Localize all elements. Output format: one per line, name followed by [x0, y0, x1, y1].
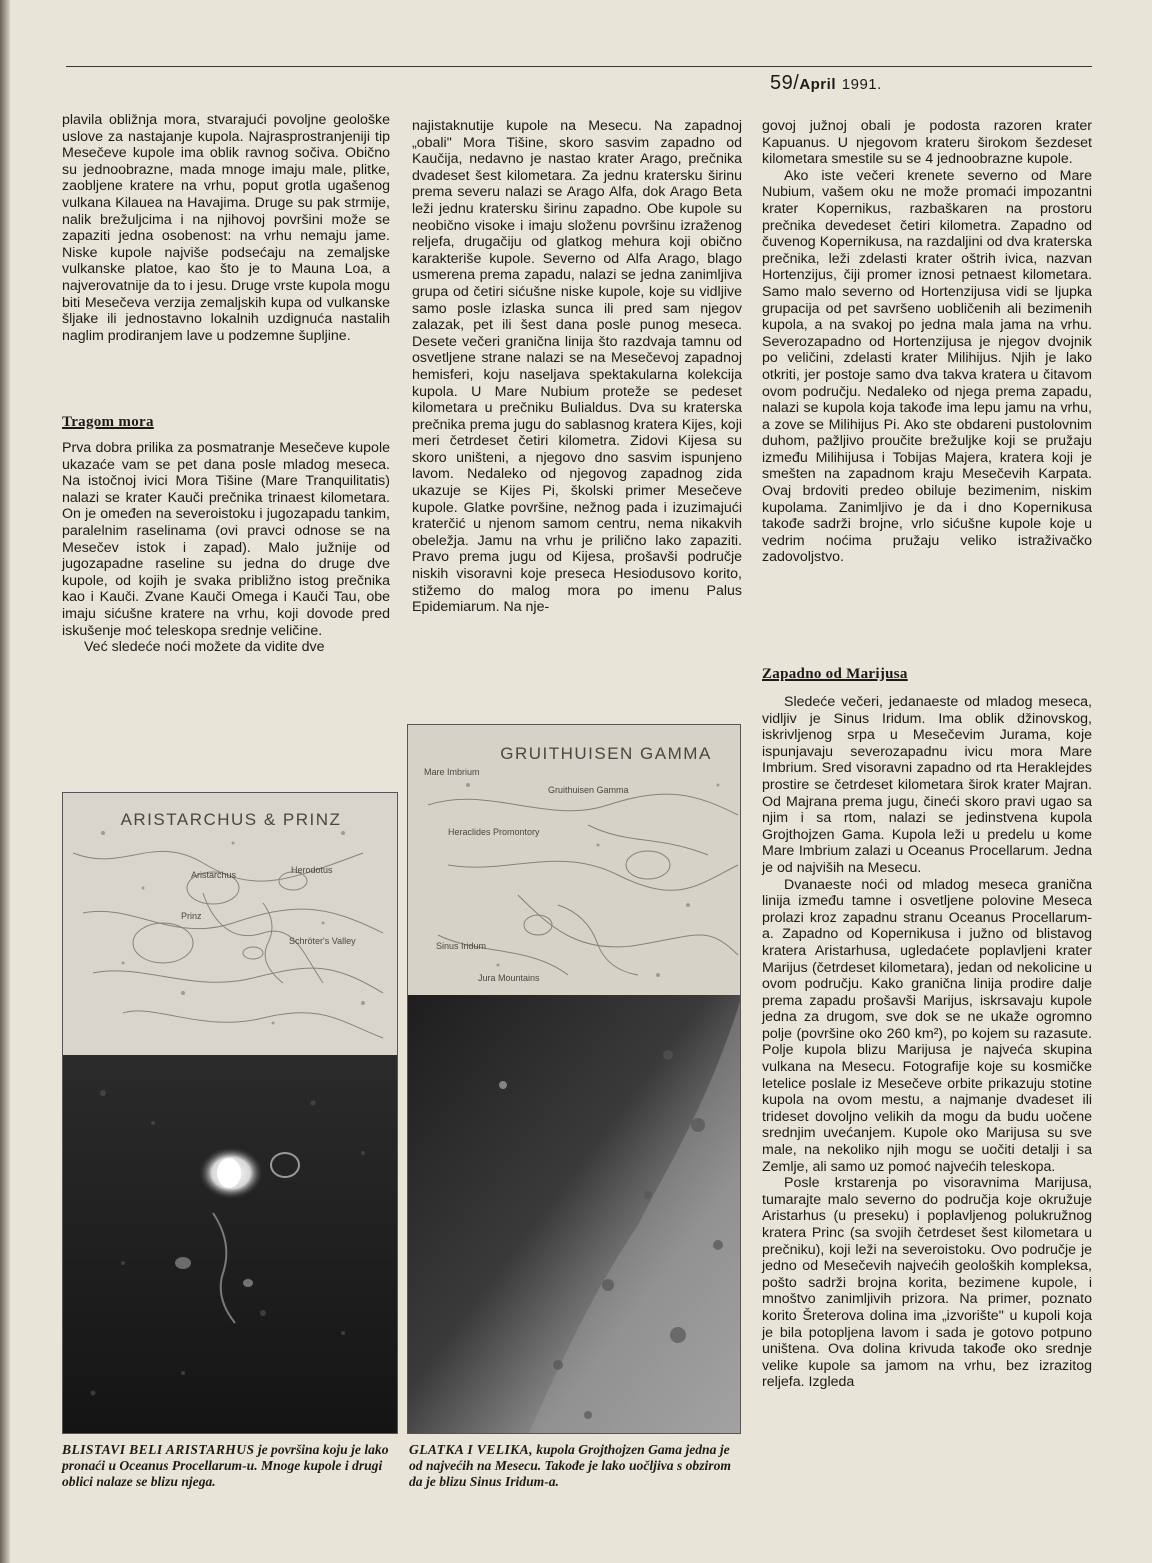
label-sinus-iridum: Sinus Iridum — [436, 941, 487, 951]
column-1-paragraph-2: Prva dobra prilika za posmatranje Mesečeve kupole ukazaće vam se pet dana posle mladog meseca. Na istočnoj ivici Mora Tišine (Mare Tranquilitatis) nalazi se krater Kauči prečnika trinaest kilometara. On je omeđen na severoistoku i jugozapadu tankim, paralelnim raselinama (ovi pravci odnose se na Mesečev istok i zapad). Malo južnije od jugozapadne raseline su jedna do druge dve kupole, od kojih je svaka približno istog prečnika kao i Kauči. Zvane Kauči Omega i Kauči Tau, obe imaju sićušne kratere na vrhu, koji dovode pred iskušenje moć teleskopa srednje veličine. — [62, 440, 390, 639]
page-number: 59/ — [770, 72, 800, 94]
photo-aristarchus-image — [63, 793, 398, 1434]
photo-gruithuisen-gamma — [407, 724, 741, 1434]
page-binding-edge — [0, 0, 10, 1563]
column-2 — [412, 118, 742, 616]
issue-month: April — [799, 76, 836, 93]
label-mare-imbrium: Mare Imbrium — [424, 767, 480, 777]
column-1-paragraph-3: Već sledeće noći možete da vidite dve — [84, 639, 325, 656]
caption-1-lead: BLISTAVI BELI ARISTARHUS — [62, 1442, 255, 1457]
issue-year: 1991. — [841, 76, 882, 93]
caption-2-body: kupola Grojthojzen Gama jedna je od najvećih na Mesecu. Takođe je lako uočljiva s obzirom da je blizu Sinus Iridum-a. — [409, 1442, 731, 1489]
photo-aristarchus-prinz — [62, 792, 398, 1434]
map-panel — [408, 725, 741, 995]
column-1-paragraph-1: plavila obližnja mora, stvarajući povoljne geološke uslove za nastajanje kupola. Najrasprostranjeniji tip Mesečeve kupole ima oblik ravnog sočiva. Obično su jednoobrazne, mada mnoge imaju male, plitke, zaobljene kratere na vrhu, poput grotla ugašenog vulkana Kilauea na Havajima. Druge su pak strmije, nalik brežuljcima i na njihovoj površini može se zapaziti jedna osobenost: na vrhu nemaju jame. Niske kupole najviše podsećaju na zemaljske vulkanske platoe, kao što je to Mauna Loa, a najverovatnije da to i jesu. Druge vrste kupola mogu biti Mesečeva verzija zemaljskih kupa od vulkanske šljake ili jednostavno lokalnih uzdignuća nastalih naglim prodiranjem lave u podzemne šupljine. — [62, 112, 390, 344]
column-3-paragraph-5: Posle krstarenja po visoravnima Marijusa, tumarajte malo severno do područja koje okružuje Aristarhus (u preseku) i poplavljenog polukružnog kratera Princ (sa svojih četrdeset šest kilometara u prečniku), koji leži na severoistoku. Ovo područje je jedno od Mesečevih najvećih geoloških kompleksa, pošto sadrži brojna korita, bezimene kupole, i mnoštvo zanimljivih prizora. Na primer, poznato korito Šreterova dolina ima „izvorište" u kupoli koja je bila potopljena lavom i sada je gotovo potpuno uništena. Ova dolina krivudа takođe oko srednje velike kupole sa jamom na vrhu, bez izrazitog reljefa. Izgleda — [762, 1175, 1092, 1391]
section-heading-zapadno-od-marijusa: Zapadno od Marijusa — [762, 666, 908, 682]
column-3-paragraph-1: govoj južnoj obali je podosta razoren krater Kapuanus. U njegovom krateru širokom šezdeset kilometara smestile su se 4 jednoobrazne kupole. — [762, 118, 1092, 168]
page-header — [770, 72, 882, 95]
label-gruithuisen-gamma: Gruithuisen Gamma — [548, 785, 629, 795]
column-3 — [762, 118, 1092, 566]
section-heading-tragom-mora: Tragom mora — [62, 414, 154, 430]
gruithuisen-gamma-dome — [499, 1081, 507, 1089]
column-3-after-heading — [762, 694, 1092, 1391]
label-aristarchus: Aristarchus — [191, 870, 237, 880]
column-1-after-heading — [62, 440, 390, 656]
caption-gruithuisen — [409, 1442, 739, 1490]
photo-gruithuisen-image — [408, 725, 741, 1434]
label-jura-mountains: Jura Mountains — [478, 973, 540, 983]
label-herodotus: Herodotus — [291, 865, 333, 875]
header-rule — [66, 66, 1092, 67]
column-3-paragraph-3: Sledeće večeri, jedanaeste od mladog meseca, vidljiv je Sinus Iridum. Ima oblik džinovskog, iskrivljenog srpa u Mesečevim Jurama, koje ispunjavaju severozapadnu ivicu mora Mare Imbrium. Sred visoravni zapadno od rta Heraklejdes prostire se četrdeset kilometara širok krater Majran. Od Majrana prema jugu, čineći skoro pravi ugao sa njim i sa rtom, nalazi se jedinstvena kupola Grojthojzen Gama. Kupola leži u predelu u kome Mare Imbrium zalazi u Oceanus Procellarum. Jedna je od najviših na Mesecu. — [762, 694, 1092, 876]
caption-1-body: je površina koju je lako pronaći u Oceanus Procellarum-u. Mnoge kupole i drugi oblici nalaze se blizu njega. — [62, 1442, 389, 1489]
photo-panel — [63, 1055, 398, 1434]
photo2-title: GRUITHUISEN GAMMA — [500, 744, 712, 763]
label-schroters-valley: Schröter's Valley — [289, 936, 356, 946]
column-1 — [62, 112, 390, 344]
label-heraclides-promontory: Heraclides Promontory — [448, 827, 540, 837]
caption-2-lead: GLATKA I VELIKA, — [409, 1442, 533, 1457]
column-3-paragraph-2: Ako iste večeri krenete severno od Mare Nubium, vašem oku ne može promaći impozantni krater Kopernikus, razbaškaren na prostoru prečnika devedeset četiri kilometra. Zapadno od čuvenog Kopernikusa, na razdaljini od dva kraterska prečnika, leži zdelasti krater oštrih ivica, nazvan Hortenzijus, čiji promer iznosi petnaest kilometara. Samo malo severno od Hortenzijusa vidi se ljupka grupacija od pet savršeno uobličenih ali bezimenih kupola, a na svakoj po jedna mala jama na vrhu. Severozapadno od Hortenzijusa je njegov dvojnik po veličini, zdelasti krater Milihijus. Njih je lako otkriti, jer postoje samo dva takva kratera u čitavom ovom području. Nedaleko od njega prema zapadu, nalazi se kupola koja takođe ima lepu jamu na vrhu, a zove se Milihijus Pi. Ako ste obdareni pustolovnim duhom, pažljivo proučite brežuljke koji se pružaju između Milihijusa i Tobijas Majera, kratera koji je smešten na zapadnom kraju Mesečevih Karpata. Ovaj brdoviti predeo obiluje bezimenim, niskim kupolama. Zanimljivo je da i dno Kopernikusa takođe sadrži brojne, vrlo sićušne kupole koje u vedrim noćima pružaju veliko istraživačko zadovoljstvo. — [762, 167, 1092, 566]
column-2-paragraph-1: najistaknutije kupole na Mesecu. Na zapadnoj „obali" Mora Tišine, skoro sasvim zapadno od Kaučija, nedavno je nastao krater Arago, prečnika dvadeset šest kilometara. Za jednu kratersku širinu prema severu nalazi se Arago Alfa, dok Arago Beta leži jednu kratersku širinu zapadno. Obe kupole su neobično visoke i imaju složenu površinu izraženog reljefa, drugačiju od glatkog mehura koji obično karakteriše kupole. Severno od Alfa Arago, blago usmerena prema zapadu, nalazi se jedna zanimljiva grupa od četiri sićušne niske kupole, koje su vidljive samo posle izlaska sunca ili pred sam njegov zalazak, pet ili šest dana posle punog meseca. Desete večeri granična linija što razdvaja tamnu od osvetljene strane nalazi se na Mesečevoj zapadnoj hemisferi, koju naseljava spektakularna kolekcija kupola. U Mare Nubium proteže se pedeset kilometara u prečniku Bulialdus. Dva su kraterska prečnika prema jugu do sablasnog kratera Kijes, koji meri četrdeset četiri kilometra. Zidovi Kijesa su skoro uništeni, a njegovo dno sasvim ispunjeno lavom. Nedaleko od njegovog zapadnog zida ukazuje se Kijes Pi, školski primer Mesečeve kupole. Glatke površine, nežnog pada i izuzimajući kraterčić u njenom samom centru, nema nikakvih obeležja. Jamu na vrhu je prilično lako zapaziti. Pravo prema jugu od Kijesa, prošavši područje niskih visoravni koje preseca Hesiodusovo korito, stižemo do malog mora po imenu Palus Epidemiarum. Na nje- — [412, 118, 742, 616]
column-3-paragraph-4: Dvanaeste noći od mladog meseca granična linija između tamne i osvetljene polovine Meseca prolazi kroz zapadnu stranu Oceanus Procellarum-a. Zapadno od Kopernikusa i južno od blistavog kratera Aristarhusa, ugledaćete poplavljeni krater Marijus (četrdeset kilometara), jedan od nekolicine u ovom području. Kako granična linija prodire dalje prema zapadu prošavši Marijus, iskrsavaju kupole jedna za drugom, sve dok se ne ukaže ogromno polje (površine oko 260 km²), po kojem su razasute. Polje kupola blizu Marijusa je najveća skupina vulkana na Mesecu. Fotografije koje su kosmičke letelice poslale iz Mesečeve orbite prikazuju stotine kupola na ovom mestu, a najmanje dvadeset ili trideset dovoljno velikih da mogu da budu uočene srednjim uvećanjem. Kupole oko Marijusa su sve male, na nekoliko njih mogu se uočiti detalji i sa Zemlje, ali samo uz pomoć najvećih teleskopa. — [762, 876, 1092, 1175]
label-prinz: Prinz — [181, 911, 202, 921]
aristarchus-crater — [217, 1158, 241, 1188]
photo1-title: ARISTARCHUS & PRINZ — [120, 810, 342, 829]
caption-aristarchus — [62, 1442, 392, 1490]
